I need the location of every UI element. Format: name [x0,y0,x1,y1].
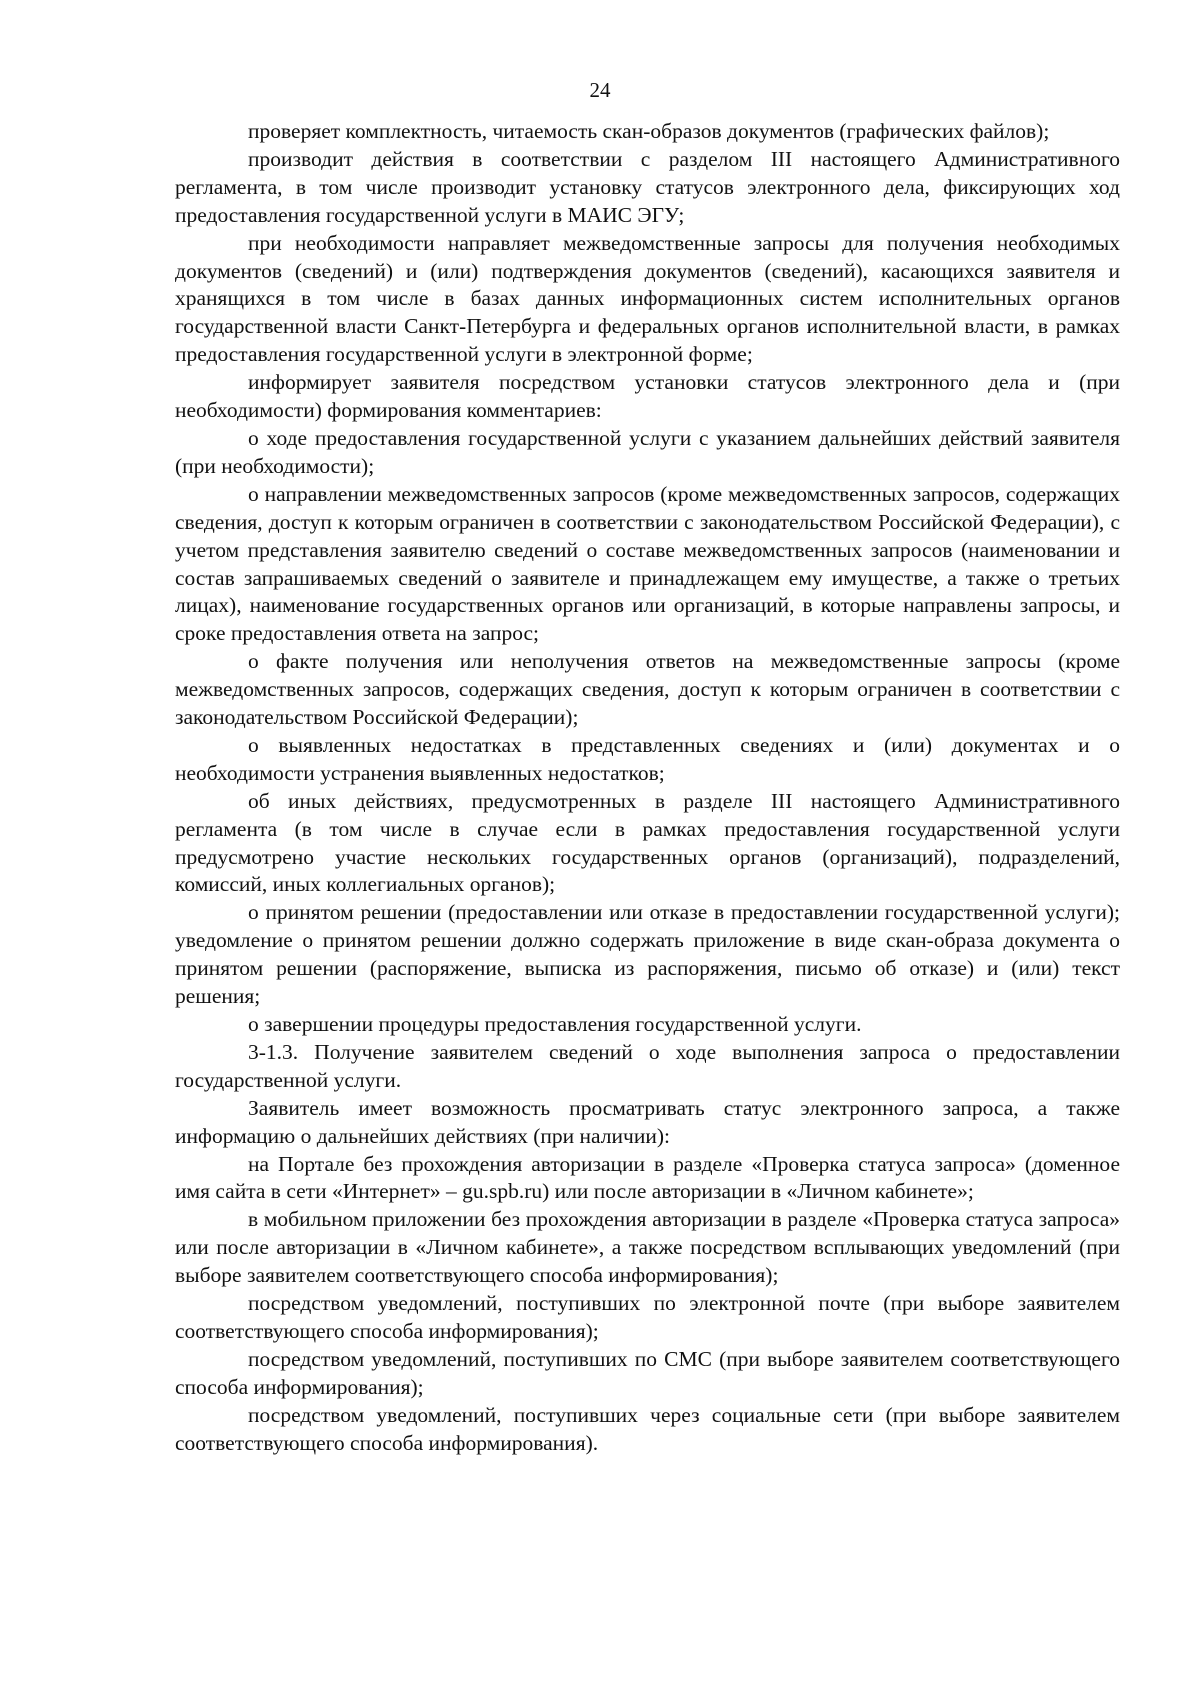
paragraph: о выявленных недостатках в представленных сведениях и (или) документах и о необходимости устранения выявленных недостатков; [175,732,1120,785]
paragraph: о факте получения или неполучения ответов на межведомственные запросы (кроме межведомственных запросов, содержащих сведения, доступ к которым ограничен в соответствии с законодательством Российской Федерации); [175,649,1120,730]
document-body [175,118,1120,1458]
paragraph: о направлении межведомственных запросов (кроме межведомственных запросов, содержащих сведения, доступ к которым ограничен в соответствии с законодательством Российской Федерации), с учетом представления заявителю сведений о составе межведомственных запросов (наименовании и состав запрашиваемых сведений о заявителе и принадлежащем ему имуществе, а также о третьих лицах), наименование государственных органов или организаций, в которые направлены запросы, и сроке предоставления ответа на запрос; [175,481,1120,646]
paragraph: о ходе предоставления государственной услуги с указанием дальнейших действий заявителя (при необходимости); [175,425,1120,478]
paragraph: на Портале без прохождения авторизации в разделе «Проверка статуса запроса» (доменное имя сайта в сети «Интернет» – gu.spb.ru) или после авторизации в «Личном кабинете»; [175,1151,1120,1204]
paragraph: об иных действиях, предусмотренных в разделе III настоящего Административного регламента (в том числе в случае если в рамках предоставления государственной услуги предусмотрено участие нескольких государственных органов (организаций), подразделений, комиссий, иных коллегиальных органов); [175,788,1120,897]
paragraph: в мобильном приложении без прохождения авторизации в разделе «Проверка статуса запроса» или после авторизации в «Личном кабинете», а также посредством всплывающих уведомлений (при выборе заявителем соответствующего способа информирования); [175,1207,1120,1288]
paragraph: при необходимости направляет межведомственные запросы для получения необходимых документов (сведений) и (или) подтверждения документов (сведений), касающихся заявителя и хранящихся в том числе в базах данных информационных систем исполнительных органов государственной власти Санкт-Петербурга и федеральных органов исполнительной власти, в рамках предоставления государственной услуги в электронной форме; [175,230,1120,367]
paragraph: посредством уведомлений, поступивших через социальные сети (при выборе заявителем соответствующего способа информирования). [175,1402,1120,1455]
paragraph: Заявитель имеет возможность просматривать статус электронного запроса, а также информацию о дальнейших действиях (при наличии): [175,1095,1120,1148]
paragraph: о принятом решении (предоставлении или отказе в предоставлении государственной услуги); уведомление о принятом решении должно содержать приложение в виде скан-образа документа о принятом решении (распоряжение, выписка из распоряжения, письмо об отказе) и (или) текст решения; [175,900,1120,1009]
paragraph: о завершении процедуры предоставления государственной услуги. [248,1012,862,1036]
paragraph: посредством уведомлений, поступивших по СМС (при выборе заявителем соответствующего способа информирования); [175,1346,1120,1399]
page-number: 24 [589,78,611,102]
section-heading-3-1-3: 3-1.3. Получение заявителем сведений о ходе выполнения запроса о предоставлении государственной услуги. [175,1039,1120,1092]
paragraph: посредством уведомлений, поступивших по электронной почте (при выборе заявителем соответствующего способа информирования); [175,1291,1120,1343]
paragraph: проверяет комплектность, читаемость скан-образов документов (графических файлов); [248,119,1050,143]
paragraph: информирует заявителя посредством установки статусов электронного дела и (при необходимости) формирования комментариев: [175,370,1120,423]
paragraph: производит действия в соответствии с разделом III настоящего Административного регламента, в том числе производит установку статусов электронного дела, фиксирующих ход предоставления государственной услуги в МАИС ЭГУ; [175,146,1120,227]
